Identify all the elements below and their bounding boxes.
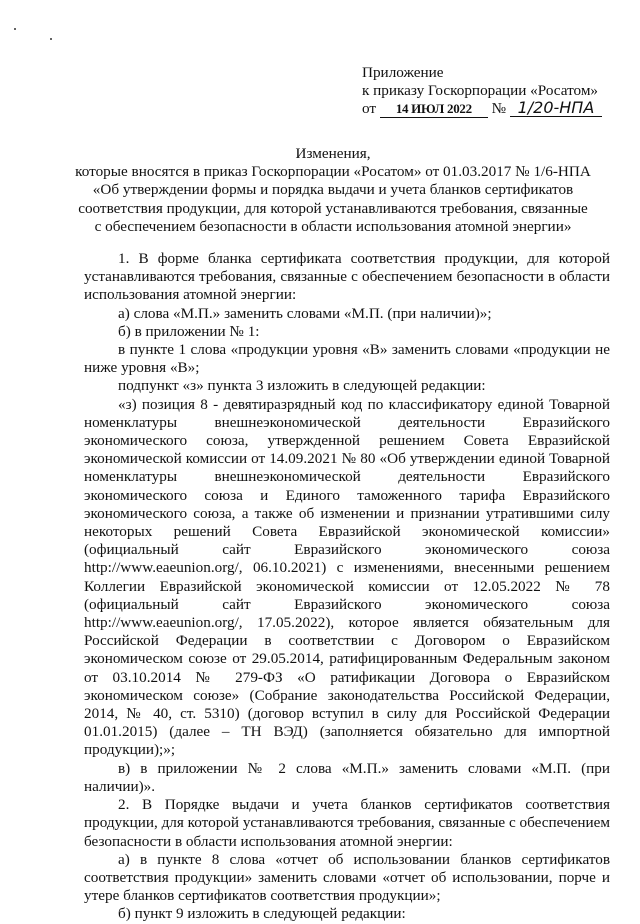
body-paragraph: в пункте 1 слова «продукции уровня «В» заменить словами «продукции не ниже уровня «В»; bbox=[84, 341, 610, 377]
body-paragraph: в) в приложении № 2 слова «М.П.» заменить словами «М.П. (при наличии)». bbox=[84, 759, 610, 795]
body-paragraph: б) пункт 9 изложить в следующей редакции: bbox=[118, 905, 406, 923]
handwritten-order-number: 1/20-НПА bbox=[510, 100, 602, 117]
appendix-header bbox=[362, 64, 632, 119]
body-paragraph: «з) позиция 8 - девятиразрядный код по классификатору единой Товарной номенклатуры внешнеэкономической деятельности Евразийского экономического союза, утвержденной решением Совета Евразийской экономической комиссии от 14.09.2021 № 80 «Об утверждении единой Товарной номенклатуры внешнеэкономической деятельности Евразийского экономического союза и Единого таможенного тарифа Евразийского экономического союза, а также об изменении и признании утратившими силу некоторых решений Совета Евразийской экономической комиссии» (официальный сайт Евразийского экономического союза http://www.eaeunion.org/, 06.10.2021) с изменениями, внесенными решением Коллегии Евразийской экономической комиссии от 12.05.2022 № 78 (официальный сайт Евразийского экономического союза http://www.eaeunion.org/, 17.05.2022), которое является обязательным для Российской Федерации в соответствии с Договором о Евразийском экономическом союзе от 29.05.2014, ратифицированным Федеральным законом от 03.10.2014 № 279-ФЗ «О ратификации Договора о Евразийском экономическом союзе» (Собрание законодательства Российской Федерации, 2014, № 40, ст. 5310) (договор вступил в силу для Российской Федерации 01.01.2015) (далее – ТН ВЭД) (заполняется обязательно для импортной продукции);»; bbox=[84, 395, 610, 759]
title-line: соответствия продукции, для которой устанавливаются требования, связанные bbox=[78, 199, 588, 217]
date-stamp: 14 ИЮЛ 2022 bbox=[380, 101, 488, 118]
title-line: которые вносятся в приказ Госкорпорации «Росатом» от 01.03.2017 № 1/6-НПА bbox=[75, 163, 591, 181]
title-line: с обеспечением безопасности в области использования атомной энергии» bbox=[94, 217, 572, 235]
body-paragraph: а) в пункте 8 слова «отчет об использовании бланков сертификатов соответствия продукции» заменить словами «отчет об использовании, порче и утере бланков сертификатов соответствия продукции»; bbox=[84, 850, 610, 905]
number-sign: № bbox=[491, 100, 507, 118]
appendix-label: Приложение bbox=[362, 64, 444, 81]
body-paragraph: подпункт «з» пункта 3 изложить в следующей редакции: bbox=[118, 377, 486, 395]
body-paragraph: 1. В форме бланка сертификата соответствия продукции, для которой устанавливаются требования, связанные с обеспечением безопасности в области использования атомной энергии: bbox=[84, 250, 610, 304]
document-title bbox=[60, 145, 606, 236]
appendix-date-number-line bbox=[362, 100, 632, 118]
title-line: «Об утверждении формы и порядка выдачи и учета бланков сертификатов bbox=[92, 181, 574, 199]
body-paragraph: а) слова «М.П.» заменить словами «М.П. (при наличии)»; bbox=[118, 304, 492, 322]
scan-speck bbox=[14, 28, 16, 30]
title-heading: Изменения, bbox=[295, 145, 371, 162]
scan-speck bbox=[50, 38, 52, 40]
body-paragraph: 2. В Порядке выдачи и учета бланков сертификатов соответствия продукции, для которой устанавливаются требования, связанные с обеспечением безопасности в области использования атомной энергии: bbox=[84, 796, 610, 850]
body-paragraph: б) в приложении № 1: bbox=[118, 322, 260, 340]
appendix-order-reference: к приказу Госкорпорации «Росатом» bbox=[362, 82, 599, 100]
document-body bbox=[84, 250, 610, 924]
date-prefix: от bbox=[362, 100, 377, 118]
